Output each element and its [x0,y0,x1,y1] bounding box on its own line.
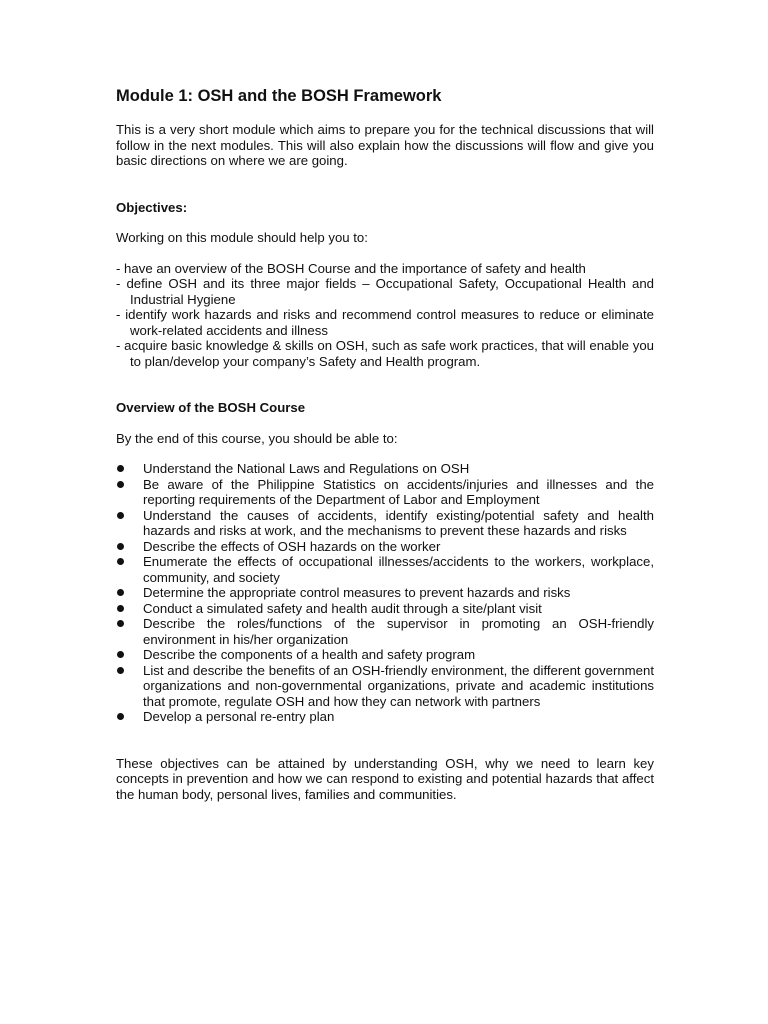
bullet-icon [117,512,124,519]
overview-item [116,508,654,539]
overview-item-text: Enumerate the effects of occupational illnesses/accidents to the workers, workplace, community, and society [143,554,654,585]
overview-item-text: Describe the effects of OSH hazards on the worker [143,538,441,554]
bullet-icon [117,605,124,612]
bullet-icon [117,620,124,627]
bullet-icon [117,481,124,488]
overview-item-text: Describe the roles/functions of the supervisor in promoting an OSH-friendly environment in his/her organization [143,616,654,647]
overview-item-text: Determine the appropriate control measures to prevent hazards and risks [143,585,571,600]
objectives-lead: Working on this module should help you to: [116,230,368,245]
bullet-icon [117,667,124,674]
overview-item-text: Describe the components of a health and safety program [143,647,476,662]
bullet-icon [117,558,124,565]
bullet-icon [117,713,124,720]
overview-item-text: List and describe the benefits of an OSH-friendly environment, the different government organizations and non-governmental organizations, private and academic institutions that promote, regulate OSH and how they can network with partners [143,662,654,709]
page-title: Module 1: OSH and the BOSH Framework [116,87,442,105]
overview-item-text: Understand the National Laws and Regulations on OSH [143,461,470,476]
overview-item [116,554,654,585]
overview-item [116,461,654,477]
bullet-icon [117,589,124,596]
overview-item [116,663,654,710]
overview-item-text: Develop a personal re-entry plan [143,709,335,724]
document-page [116,86,654,802]
overview-item [116,709,654,725]
overview-item [116,585,654,601]
overview-item [116,601,654,617]
overview-item-text: Conduct a simulated safety and health audit through a site/plant visit [143,600,542,616]
bullet-icon [117,543,124,550]
objective-item: - acquire basic knowledge & skills on OSH, such as safe work practices, that will enable you to plan/develop your company’s Safety and Health program. [116,338,654,369]
overview-item [116,539,654,555]
objective-item: - have an overview of the BOSH Course and the importance of safety and health [116,260,586,276]
objective-item: - identify work hazards and risks and recommend control measures to reduce or eliminate work-related accidents and illness [116,307,654,338]
overview-item [116,647,654,663]
overview-lead: By the end of this course, you should be able to: [116,430,398,446]
overview-item [116,477,654,508]
closing-paragraph: These objectives can be attained by understanding OSH, why we need to learn key concepts in prevention and how we can respond to existing and potential hazards that affect the human body, personal lives, families and communities. [116,755,654,802]
overview-item-text: Understand the causes of accidents, identify existing/potential safety and health hazards and risks at work, and the mechanisms to prevent these hazards and risks [143,507,654,538]
objectives-heading: Objectives: [116,199,188,215]
overview-heading: Overview of the BOSH Course [116,400,306,415]
overview-item [116,616,654,647]
overview-item-text: Be aware of the Philippine Statistics on accidents/injuries and illnesses and the reporting requirements of the Department of Labor and Employment [143,476,654,507]
bullet-icon [117,651,124,658]
intro-paragraph: This is a very short module which aims to prepare you for the technical discussions that will follow in the next modules. This will also explain how the discussions will flow and give you basic directions on where we are going. [116,122,654,168]
overview-list [116,461,654,725]
objectives-list [116,261,654,370]
objective-item: - define OSH and its three major fields – Occupational Safety, Occupational Health and Industrial Hygiene [116,276,654,307]
bullet-icon [117,465,124,472]
